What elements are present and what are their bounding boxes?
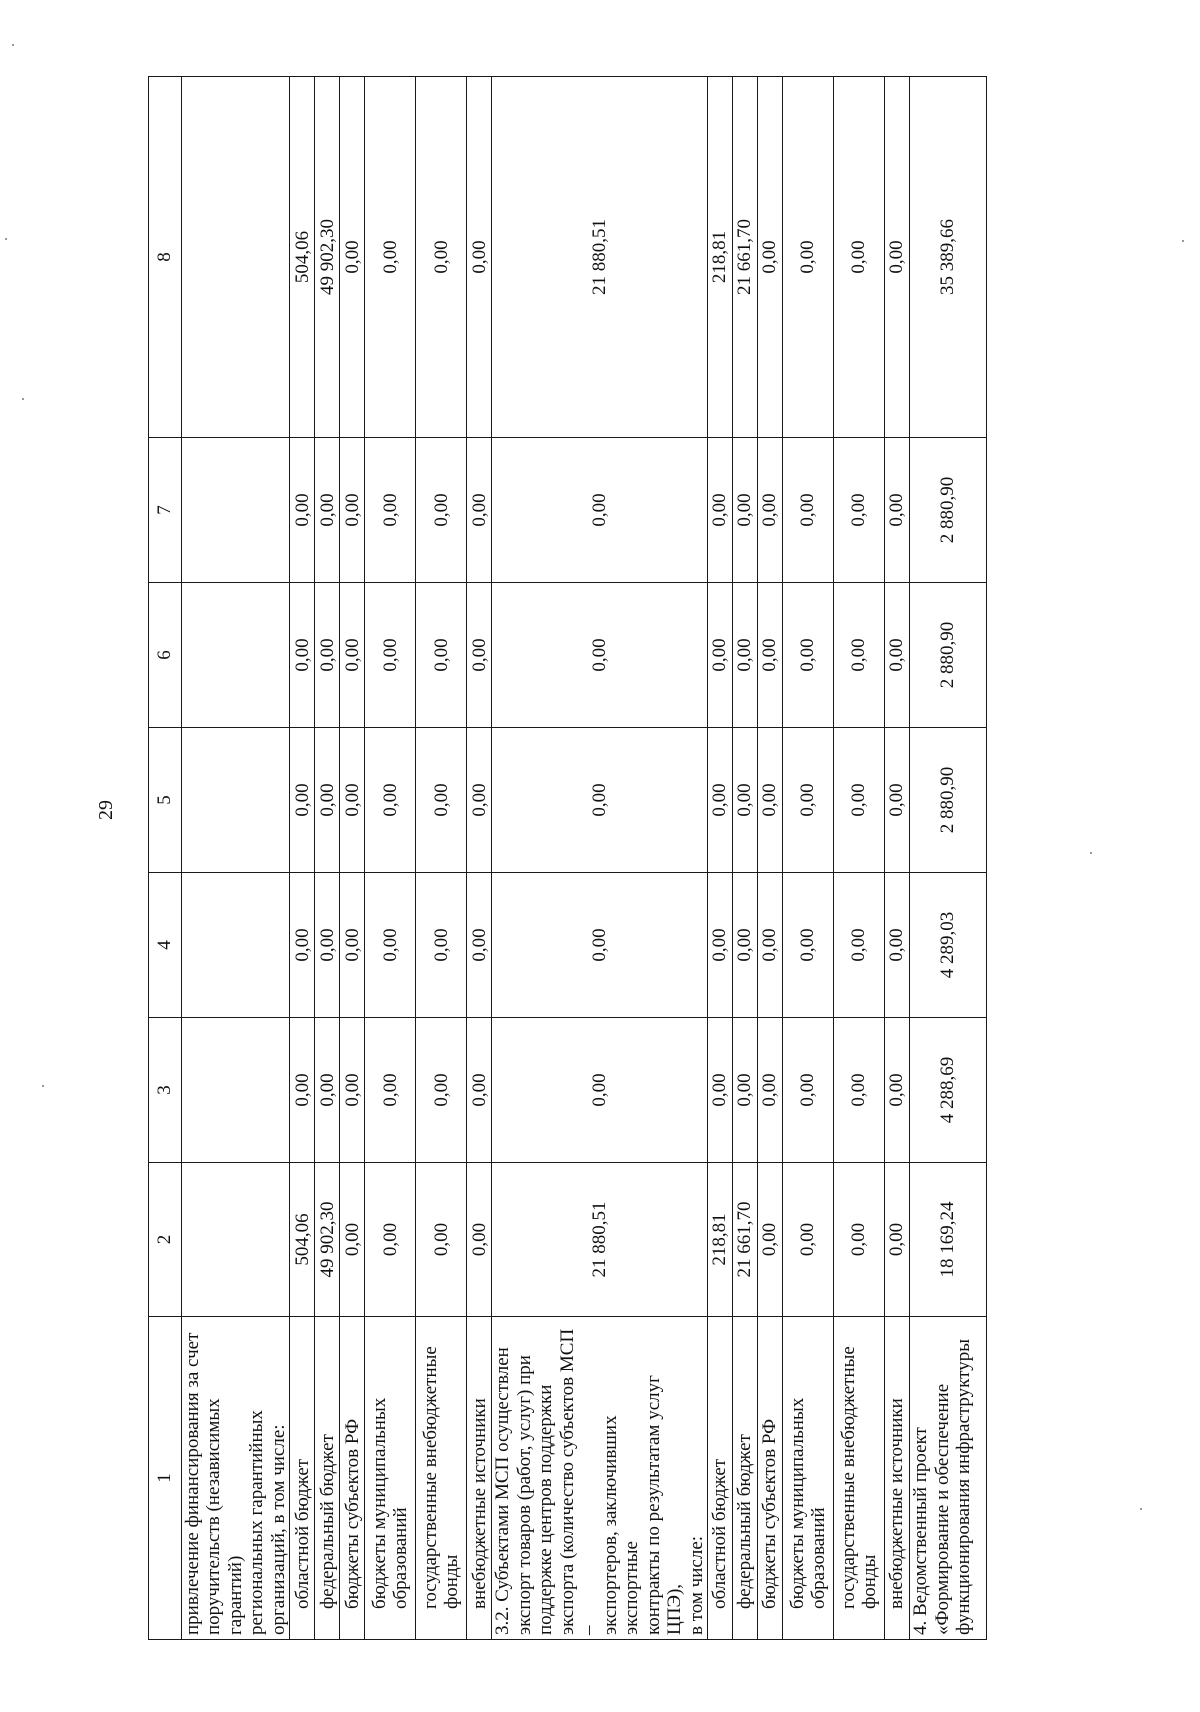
- table-cell: 0,00: [733, 728, 758, 873]
- row-label-line: государственные внебюджетные: [837, 1346, 859, 1609]
- table-cell: 0,00: [290, 438, 315, 583]
- table-row: [910, 77, 987, 1640]
- row-label-line: «Формирование и обеспечение: [931, 1383, 953, 1635]
- table-row: [340, 77, 365, 1640]
- table-cell: 0,00: [416, 583, 467, 728]
- table-cell: 0,00: [365, 77, 416, 438]
- row-label: [834, 1317, 885, 1640]
- table-cell: 0,00: [315, 438, 340, 583]
- table-cell: 49 902,30: [315, 1163, 340, 1317]
- table-cell: 218,81: [708, 77, 733, 438]
- table-cell: 0,00: [834, 1018, 885, 1163]
- table-cell: 0,00: [467, 77, 492, 438]
- table-cell: 2 880,90: [910, 583, 987, 728]
- table-cell: 0,00: [340, 1018, 365, 1163]
- table-cell: 0,00: [885, 438, 910, 583]
- row-label: [340, 1317, 365, 1640]
- table-cell: 0,00: [834, 77, 885, 438]
- table-cell: 0,00: [885, 728, 910, 873]
- table-row: [290, 77, 315, 1640]
- table-cell: [182, 583, 290, 728]
- table-cell: 0,00: [783, 438, 834, 583]
- table-cell: 0,00: [758, 583, 783, 728]
- table-cell: [182, 1163, 290, 1317]
- table-row: [492, 77, 708, 1640]
- row-label-line: федеральный бюджет: [734, 1434, 756, 1609]
- table-cell: 0,00: [885, 873, 910, 1018]
- row-label-line: внебюджетные источники: [468, 1398, 490, 1609]
- table-cell: 2 880,90: [910, 438, 987, 583]
- table-cell: 0,00: [492, 728, 708, 873]
- row-label-line: экспортеров, заключивших экспортные: [599, 1415, 643, 1635]
- table-cell: [182, 1018, 290, 1163]
- row-label-line: образований: [390, 1507, 412, 1609]
- column-header: 6: [149, 583, 182, 728]
- scan-speck: [5, 238, 7, 240]
- table-row: [733, 77, 758, 1640]
- table-cell: 0,00: [834, 1163, 885, 1317]
- row-label: [416, 1317, 467, 1640]
- row-label: [467, 1317, 492, 1640]
- scan-speck: [12, 44, 14, 46]
- table-cell: 0,00: [467, 438, 492, 583]
- row-label-line: функционирования инфраструктуры: [952, 1339, 974, 1635]
- row-label-line: бюджеты субъектов РФ: [341, 1418, 363, 1609]
- table-cell: 0,00: [290, 1018, 315, 1163]
- table-cell: 0,00: [783, 583, 834, 728]
- table-cell: 49 902,30: [315, 77, 340, 438]
- table-cell: 0,00: [783, 728, 834, 873]
- row-label-line: контракты по результатам услуг ЦПЭ),: [642, 1375, 686, 1635]
- table-cell: 35 389,66: [910, 77, 987, 438]
- table-cell: 21 880,51: [492, 1163, 708, 1317]
- table-cell: 0,00: [315, 873, 340, 1018]
- table-cell: 0,00: [290, 728, 315, 873]
- table-cell: 0,00: [416, 728, 467, 873]
- table-cell: 0,00: [492, 438, 708, 583]
- scan-speck: [1182, 240, 1184, 242]
- table-cell: 0,00: [416, 1018, 467, 1163]
- funding-table: [148, 76, 987, 1640]
- table-row: [758, 77, 783, 1640]
- row-label-line: экспорта (количество субъектов МСП –: [556, 1328, 600, 1635]
- table-cell: 4 288,69: [910, 1018, 987, 1163]
- column-header: 7: [149, 438, 182, 583]
- table-cell: 0,00: [834, 873, 885, 1018]
- row-label: [365, 1317, 416, 1640]
- table-cell: 0,00: [365, 873, 416, 1018]
- table-cell: 0,00: [365, 438, 416, 583]
- table-cell: 0,00: [733, 873, 758, 1018]
- table-row: [834, 77, 885, 1640]
- table-cell: 0,00: [783, 77, 834, 438]
- table-cell: 0,00: [885, 1163, 910, 1317]
- row-label: [910, 1317, 987, 1640]
- table-cell: 0,00: [885, 1018, 910, 1163]
- row-label-line: 4. Ведомственный проект: [910, 1427, 932, 1635]
- column-header: 1: [149, 1317, 182, 1640]
- table-cell: [182, 77, 290, 438]
- column-header: 3: [149, 1018, 182, 1163]
- row-label-line: областной бюджет: [291, 1458, 313, 1609]
- row-label-line: экспорт товаров (работ, услуг) при: [513, 1355, 535, 1635]
- table-cell: 0,00: [733, 583, 758, 728]
- table-cell: 0,00: [290, 583, 315, 728]
- table-row: [182, 77, 290, 1640]
- row-label-line: в том числе:: [685, 1535, 707, 1635]
- table-cell: 0,00: [733, 438, 758, 583]
- table-cell: 504,06: [290, 1163, 315, 1317]
- table-cell: 0,00: [365, 583, 416, 728]
- row-label-line: региональных гарантийных: [246, 1410, 268, 1635]
- scan-speck: [42, 1085, 44, 1087]
- row-label: [182, 1317, 290, 1640]
- table-cell: 0,00: [492, 873, 708, 1018]
- row-label-line: государственные внебюджетные: [419, 1346, 441, 1609]
- row-label-line: привлечение финансирования за счет: [182, 1332, 203, 1635]
- row-label-line: 3.2. Субъектами МСП осуществлен: [492, 1347, 514, 1635]
- row-label: [733, 1317, 758, 1640]
- table-cell: 0,00: [315, 1018, 340, 1163]
- row-label-line: поддержке центров поддержки: [535, 1384, 557, 1635]
- table-cell: 0,00: [416, 1163, 467, 1317]
- table-cell: 0,00: [708, 1018, 733, 1163]
- column-header: 8: [149, 77, 182, 438]
- scan-speck: [1140, 1508, 1142, 1510]
- column-header: 5: [149, 728, 182, 873]
- row-label-line: фонды: [441, 1554, 463, 1609]
- row-label: [783, 1317, 834, 1640]
- table-cell: 0,00: [340, 77, 365, 438]
- table-cell: 0,00: [365, 1163, 416, 1317]
- table-cell: 0,00: [834, 728, 885, 873]
- table-cell: 0,00: [783, 873, 834, 1018]
- table-cell: 0,00: [340, 583, 365, 728]
- table-cell: 0,00: [834, 438, 885, 583]
- table-cell: 0,00: [885, 77, 910, 438]
- table-cell: [182, 438, 290, 583]
- table-row: [467, 77, 492, 1640]
- table-cell: 0,00: [758, 438, 783, 583]
- table-cell: 0,00: [708, 438, 733, 583]
- rotated-page-content: [148, 77, 990, 1640]
- table-cell: 0,00: [467, 1018, 492, 1163]
- row-label-line: внебюджетные источники: [886, 1398, 908, 1609]
- table-cell: 0,00: [758, 873, 783, 1018]
- table-cell: 21 880,51: [492, 77, 708, 438]
- row-label-line: образований: [808, 1507, 830, 1609]
- table-cell: [182, 873, 290, 1018]
- table-cell: 0,00: [416, 438, 467, 583]
- table-cell: 0,00: [758, 1018, 783, 1163]
- table-row: [885, 77, 910, 1640]
- table-cell: 0,00: [340, 728, 365, 873]
- table-row: [315, 77, 340, 1640]
- row-label: [492, 1317, 708, 1640]
- table-cell: 218,81: [708, 1163, 733, 1317]
- table-cell: 0,00: [708, 873, 733, 1018]
- table-cell: 2 880,90: [910, 728, 987, 873]
- table-cell: 0,00: [758, 1163, 783, 1317]
- table-cell: 18 169,24: [910, 1163, 987, 1317]
- row-label: [290, 1317, 315, 1640]
- row-label: [315, 1317, 340, 1640]
- table-cell: 0,00: [708, 728, 733, 873]
- row-label: [885, 1317, 910, 1640]
- column-number-row: [149, 77, 182, 1640]
- row-label-line: поручительств (независимых гарантий): [203, 1398, 246, 1635]
- table-body: [182, 77, 987, 1640]
- table-row: [783, 77, 834, 1640]
- table-cell: 0,00: [416, 873, 467, 1018]
- table-cell: 0,00: [467, 1163, 492, 1317]
- table-cell: 0,00: [758, 728, 783, 873]
- table-row: [416, 77, 467, 1640]
- row-label-line: областной бюджет: [709, 1458, 731, 1609]
- table-cell: 0,00: [783, 1018, 834, 1163]
- table-cell: 0,00: [492, 1018, 708, 1163]
- column-header: 4: [149, 873, 182, 1018]
- table-row: [708, 77, 733, 1640]
- table-row: [365, 77, 416, 1640]
- row-label-line: организаций, в том числе:: [267, 1424, 289, 1635]
- table-cell: 0,00: [467, 728, 492, 873]
- table-cell: 0,00: [758, 77, 783, 438]
- table-cell: 21 661,70: [733, 77, 758, 438]
- table-cell: 0,00: [365, 1018, 416, 1163]
- row-label-line: бюджеты муниципальных: [786, 1397, 808, 1609]
- row-label-line: фонды: [859, 1554, 881, 1609]
- table-cell: 0,00: [467, 873, 492, 1018]
- table-cell: 0,00: [340, 1163, 365, 1317]
- table-cell: 0,00: [834, 583, 885, 728]
- table-cell: 0,00: [733, 1018, 758, 1163]
- table-cell: 0,00: [340, 873, 365, 1018]
- row-label-line: бюджеты муниципальных: [368, 1397, 390, 1609]
- table-cell: 0,00: [315, 728, 340, 873]
- table-cell: 0,00: [365, 728, 416, 873]
- row-label: [758, 1317, 783, 1640]
- table-cell: 0,00: [783, 1163, 834, 1317]
- table-cell: 4 289,03: [910, 873, 987, 1018]
- scan-speck: [22, 398, 24, 400]
- table-cell: 0,00: [290, 873, 315, 1018]
- table-cell: 504,06: [290, 77, 315, 438]
- table-cell: 0,00: [315, 583, 340, 728]
- table-cell: 0,00: [492, 583, 708, 728]
- table-cell: 0,00: [708, 583, 733, 728]
- column-header: 2: [149, 1163, 182, 1317]
- scan-speck: [1090, 852, 1092, 854]
- row-label: [708, 1317, 733, 1640]
- page-number: 29: [95, 800, 117, 820]
- table-cell: [182, 728, 290, 873]
- table-cell: 21 661,70: [733, 1163, 758, 1317]
- table-cell: 0,00: [340, 438, 365, 583]
- table-cell: 0,00: [885, 583, 910, 728]
- row-label-line: федеральный бюджет: [316, 1434, 338, 1609]
- table-cell: 0,00: [416, 77, 467, 438]
- row-label-line: бюджеты субъектов РФ: [759, 1418, 781, 1609]
- table-cell: 0,00: [467, 583, 492, 728]
